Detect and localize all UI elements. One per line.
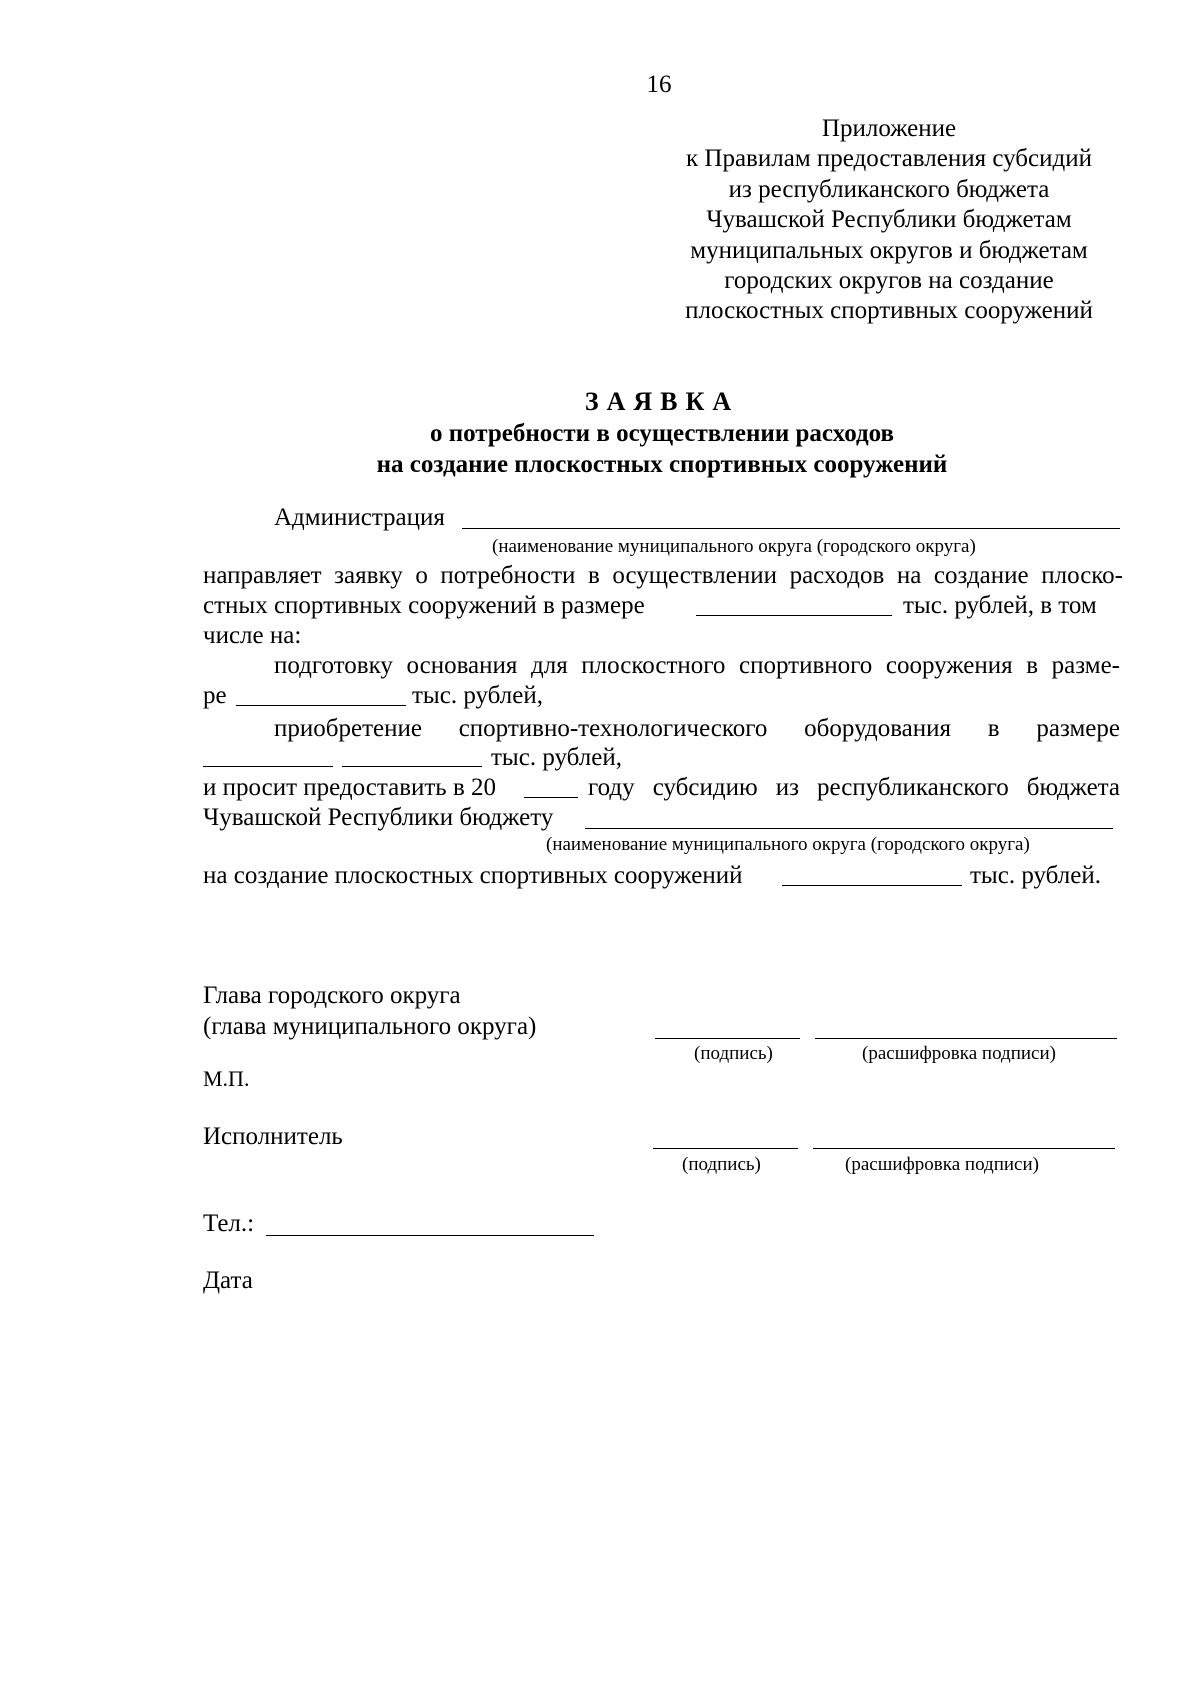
body-text: на создание плоскостных спортивных сооружений	[203, 862, 743, 889]
appendix-line: плоскостных спортивных сооружений	[685, 297, 1093, 325]
stamp-label: М.П.	[203, 1066, 250, 1091]
body-line: числе на:	[203, 622, 302, 649]
body-text: тыс. рублей.	[970, 862, 1101, 889]
body-line	[274, 651, 1120, 681]
budget-name-field[interactable]	[585, 828, 1113, 829]
executor-label: Исполнитель	[203, 1123, 343, 1150]
appendix-line: Чувашской Республики бюджетам	[706, 206, 1072, 234]
signature-caption: (подпись)	[694, 1043, 773, 1064]
equipment-amount-field-2[interactable]	[342, 766, 482, 767]
head-signature-field[interactable]	[655, 1038, 800, 1039]
administration-caption: (наименование муниципального округа (городского округа)	[492, 536, 976, 557]
administration-name-field[interactable]	[462, 528, 1120, 529]
phone-field[interactable]	[266, 1235, 594, 1236]
body-line	[588, 773, 1120, 803]
head-decryption-field[interactable]	[815, 1038, 1117, 1039]
decryption-caption: (расшифровка подписи)	[845, 1154, 1039, 1175]
title-sub-2: на создание плоскостных спортивных сооружений	[376, 451, 948, 478]
executor-decryption-field[interactable]	[813, 1148, 1115, 1149]
body-text: тыс. рублей, в том	[903, 592, 1097, 619]
foundation-amount-field[interactable]	[236, 705, 406, 706]
date-label: Дата	[203, 1267, 253, 1294]
title-sub-1: о потребности в осуществлении расходов	[429, 420, 895, 447]
requested-amount-field[interactable]	[782, 885, 962, 886]
appendix-line: муниципальных округов и бюджетам	[690, 236, 1088, 264]
body-text: приобретение спортивно-технологического оборудования в размере	[274, 715, 1120, 742]
equipment-amount-field-1[interactable]	[203, 766, 333, 767]
head-title-line-1: Глава городского округа	[203, 982, 461, 1009]
head-title-line-2: (глава муниципального округа)	[203, 1013, 537, 1040]
body-text: стных спортивных сооружений в размере	[203, 592, 645, 619]
decryption-caption: (расшифровка подписи)	[862, 1043, 1056, 1064]
phone-label: Тел.:	[203, 1210, 255, 1237]
body-line	[274, 714, 1120, 744]
appendix-line: Приложение	[821, 115, 957, 142]
document-title	[330, 386, 994, 480]
appendix-header	[660, 114, 1118, 327]
page-number: 16	[646, 71, 672, 98]
body-text: Чувашской Республики бюджету	[203, 804, 554, 831]
body-text: и просит предоставить в 20	[203, 774, 497, 801]
executor-signature-field[interactable]	[653, 1148, 798, 1149]
body-text: тыс. рублей,	[491, 744, 622, 771]
year-field[interactable]	[524, 797, 578, 798]
appendix-line: к Правилам предоставления субсидий	[686, 145, 1092, 173]
body-text: тыс. рублей,	[412, 682, 543, 709]
appendix-line: городских округов на создание	[724, 267, 1054, 295]
title-main: ЗАЯВКА	[584, 387, 740, 416]
body-line: направляет заявку о потребности в осуществлении расходов на создание плоско-	[203, 562, 1123, 589]
appendix-line: из республиканского бюджета	[728, 175, 1050, 203]
total-amount-field[interactable]	[696, 615, 892, 616]
budget-caption: (наименование муниципального округа (городского округа)	[546, 834, 1030, 855]
signature-caption: (подпись)	[682, 1154, 761, 1175]
body-text: подготовку основания для плоскостного спортивного сооружения в разме-	[274, 652, 1120, 679]
body-text: году субсидию из республиканского бюджета	[588, 774, 1120, 801]
body-text: ре	[203, 682, 227, 709]
administration-label: Администрация	[274, 504, 445, 531]
